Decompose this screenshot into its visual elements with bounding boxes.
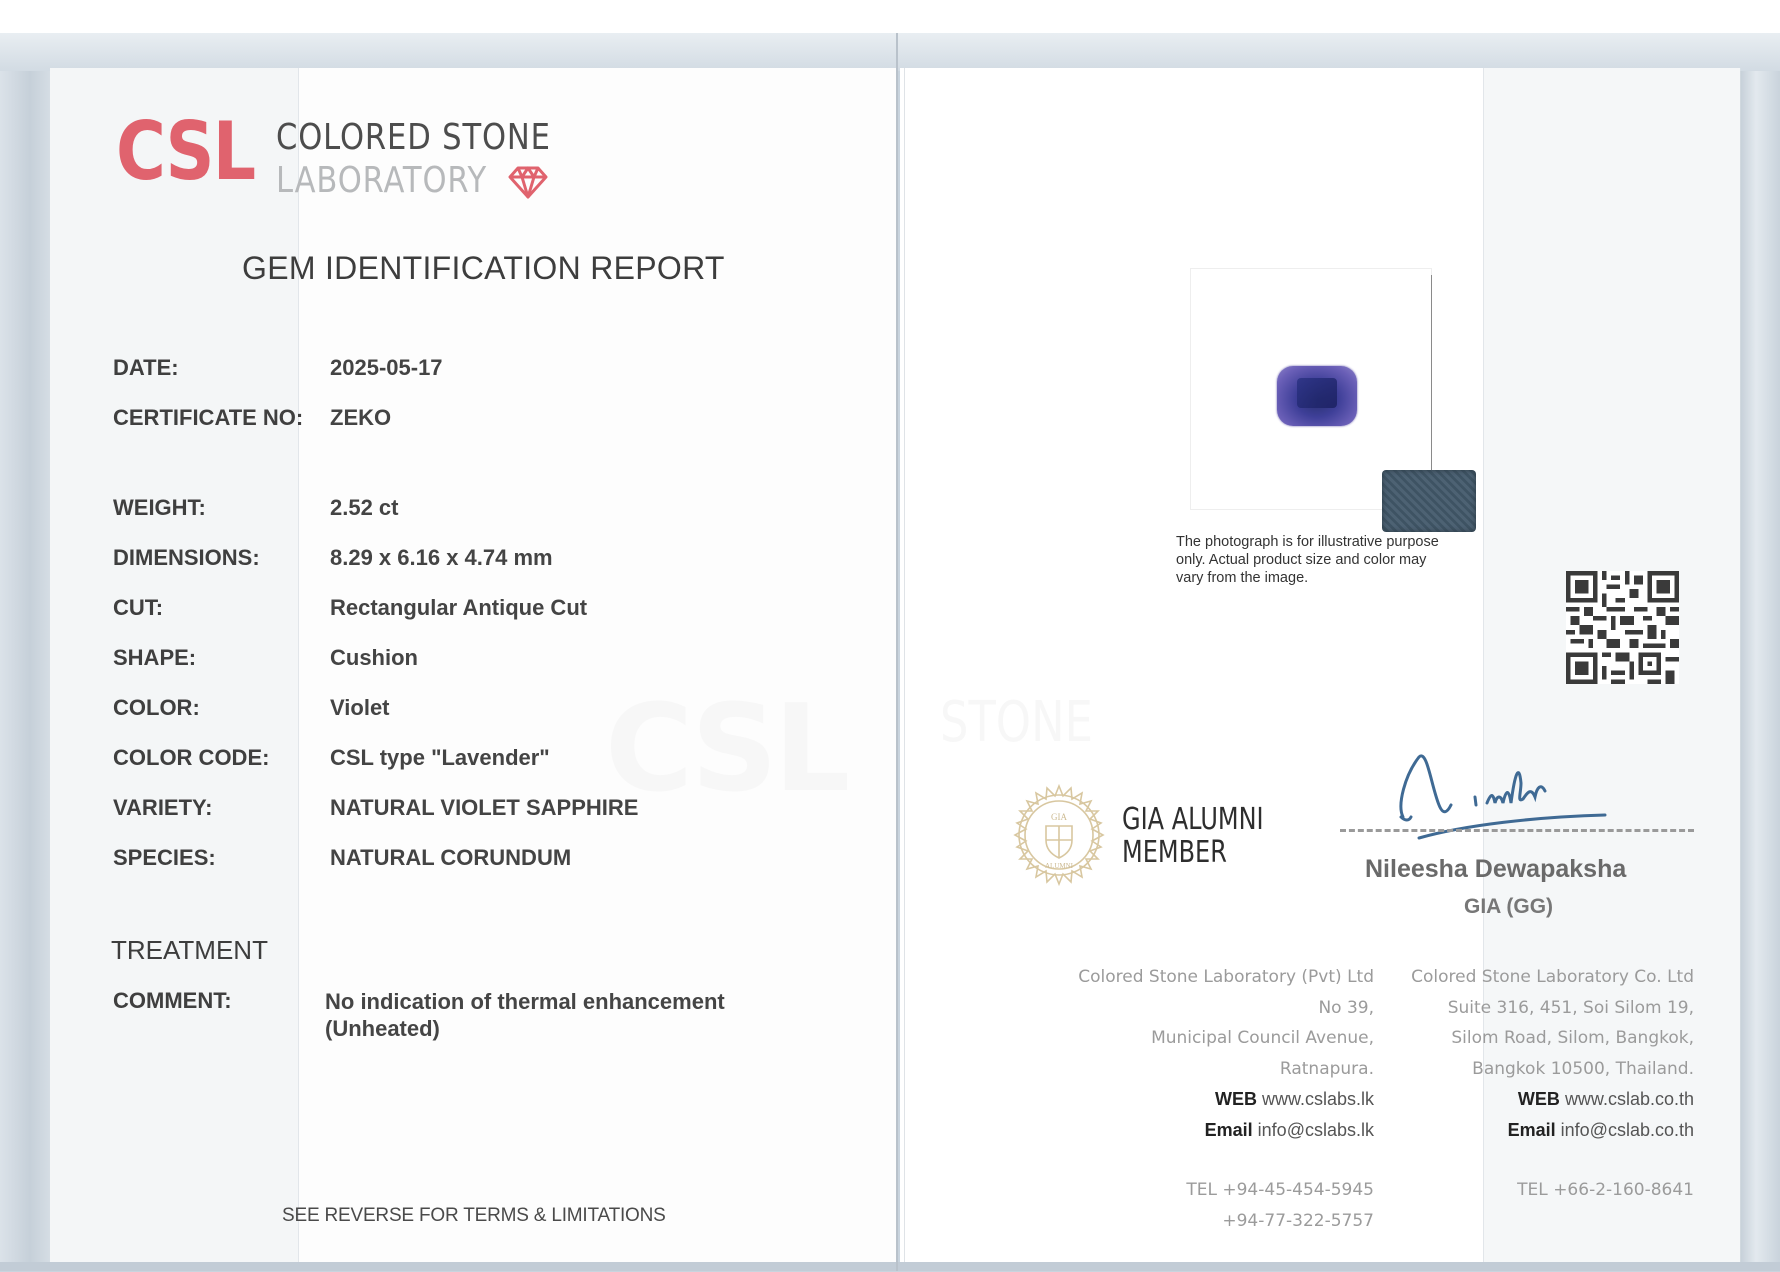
email-link[interactable]: info@cslabs.lk	[1257, 1119, 1374, 1140]
comment-label: COMMENT:	[113, 988, 232, 1013]
office-address-line: No 39,	[1318, 997, 1374, 1018]
tel-label: TEL	[1186, 1180, 1217, 1200]
color-label: COLOR:	[113, 695, 200, 720]
date-label: DATE:	[113, 355, 179, 380]
photo-disclaimer-line-2: only. Actual product size and color may	[1176, 552, 1427, 568]
office-tel	[1380, 1175, 1694, 1206]
web-label: WEB	[1214, 1089, 1257, 1109]
photo-disclaimer-line-3: vary from the image.	[1176, 570, 1309, 586]
gia-line-1: GIA ALUMNI	[1122, 802, 1264, 837]
web-link[interactable]: www.cslab.co.th	[1564, 1089, 1694, 1109]
email-label: Email	[1507, 1119, 1556, 1140]
color-value: Violet	[330, 695, 390, 720]
sleeve-bottom-edge	[0, 1262, 1780, 1271]
certificate-no-label: CERTIFICATE NO:	[113, 405, 304, 430]
office-address-line: Suite 316, 451, Soi Silom 19,	[1447, 997, 1694, 1018]
variety-value: NATURAL VIOLET SAPPHIRE	[330, 795, 639, 820]
tel-number: +94-45-454-5945	[1222, 1180, 1374, 1200]
office-email	[1040, 1115, 1374, 1146]
office-email	[1380, 1115, 1694, 1146]
center-fold	[896, 33, 898, 1271]
certificate-no-value: ZEKO	[330, 405, 392, 430]
office-address-line: Ratnapura.	[1279, 1058, 1374, 1079]
sleeve-left-edge	[0, 40, 50, 1271]
signer-name: Nileesha Dewapaksha	[1365, 855, 1627, 883]
signer-credential: GIA (GG)	[1464, 895, 1554, 918]
hologram-sticker	[1382, 470, 1476, 532]
sleeve-right-edge	[1740, 40, 1780, 1271]
logo-mark: CSL	[116, 105, 255, 198]
watermark-mark: CSL	[605, 680, 847, 819]
dimensions-value: 8.29 x 6.16 x 4.74 mm	[330, 545, 553, 570]
email-link[interactable]: info@cslab.co.th	[1560, 1119, 1694, 1140]
weight-label: WEIGHT:	[113, 495, 206, 520]
gem-table-facet	[1297, 378, 1337, 408]
sleeve-top-edge	[0, 33, 1780, 71]
date-value: 2025-05-17	[330, 355, 443, 380]
species-label: SPECIES:	[113, 845, 216, 870]
gia-line-2: MEMBER	[1122, 835, 1227, 870]
tel-number: +66-2-160-8641	[1553, 1180, 1694, 1200]
cut-value: Rectangular Antique Cut	[330, 595, 588, 620]
tel-number: +94-77-322-5757	[1222, 1210, 1374, 1231]
office-address-line: Municipal Council Avenue,	[1151, 1028, 1374, 1048]
terms-note: SEE REVERSE FOR TERMS & LIMITATIONS	[282, 1205, 666, 1226]
web-link[interactable]: www.cslabs.lk	[1261, 1089, 1374, 1109]
photo-disclaimer	[1176, 533, 1481, 587]
dimensions-label: DIMENSIONS:	[113, 545, 260, 570]
center-fold-shadow	[904, 68, 905, 1262]
signature-line	[1340, 829, 1694, 832]
office-address-line: Bangkok 10500, Thailand.	[1472, 1058, 1694, 1079]
gia-seal-top-text: GIA	[1051, 812, 1067, 822]
logo-line2: LABORATORY	[276, 160, 488, 201]
gia-seal-bottom-text: ALUMNI	[1045, 862, 1073, 870]
office-web	[1040, 1084, 1374, 1115]
color-code-label: COLOR CODE:	[113, 745, 270, 770]
diamond-icon	[508, 165, 548, 199]
gia-alumni-seal-icon	[1006, 782, 1112, 888]
comment-line-1: No indication of thermal enhancement	[325, 989, 725, 1014]
office-web	[1380, 1084, 1694, 1115]
shape-value: Cushion	[330, 645, 418, 670]
gia-membership	[1122, 803, 1264, 869]
watermark-text: STONE	[940, 690, 1093, 755]
shape-label: SHAPE:	[113, 645, 197, 670]
signature-icon	[1395, 745, 1635, 840]
comment-line-2: (Unheated)	[325, 1016, 440, 1041]
office-thailand	[1380, 962, 1694, 1206]
photo-disclaimer-line-1: The photograph is for illustrative purpose	[1176, 534, 1439, 550]
office-name: Colored Stone Laboratory (Pvt) Ltd	[1078, 967, 1374, 987]
web-label: WEB	[1517, 1089, 1560, 1109]
office-name: Colored Stone Laboratory Co. Ltd	[1411, 967, 1694, 987]
office-tel	[1040, 1175, 1374, 1206]
weight-value: 2.52 ct	[330, 495, 399, 520]
species-value: NATURAL CORUNDUM	[330, 845, 572, 870]
office-sri-lanka	[1040, 962, 1374, 1236]
office-address-line: Silom Road, Silom, Bangkok,	[1451, 1028, 1694, 1048]
variety-label: VARIETY:	[113, 795, 213, 820]
logo-line1: COLORED STONE	[276, 117, 551, 158]
treatment-heading: TREATMENT	[111, 935, 268, 965]
tel-label: TEL	[1517, 1180, 1548, 1200]
report-title: GEM IDENTIFICATION REPORT	[242, 250, 725, 286]
cut-label: CUT:	[113, 595, 164, 620]
comment-value	[325, 988, 725, 1042]
color-code-value: CSL type "Lavender"	[330, 745, 550, 770]
email-label: Email	[1204, 1119, 1253, 1140]
qr-code-icon[interactable]	[1566, 571, 1679, 684]
